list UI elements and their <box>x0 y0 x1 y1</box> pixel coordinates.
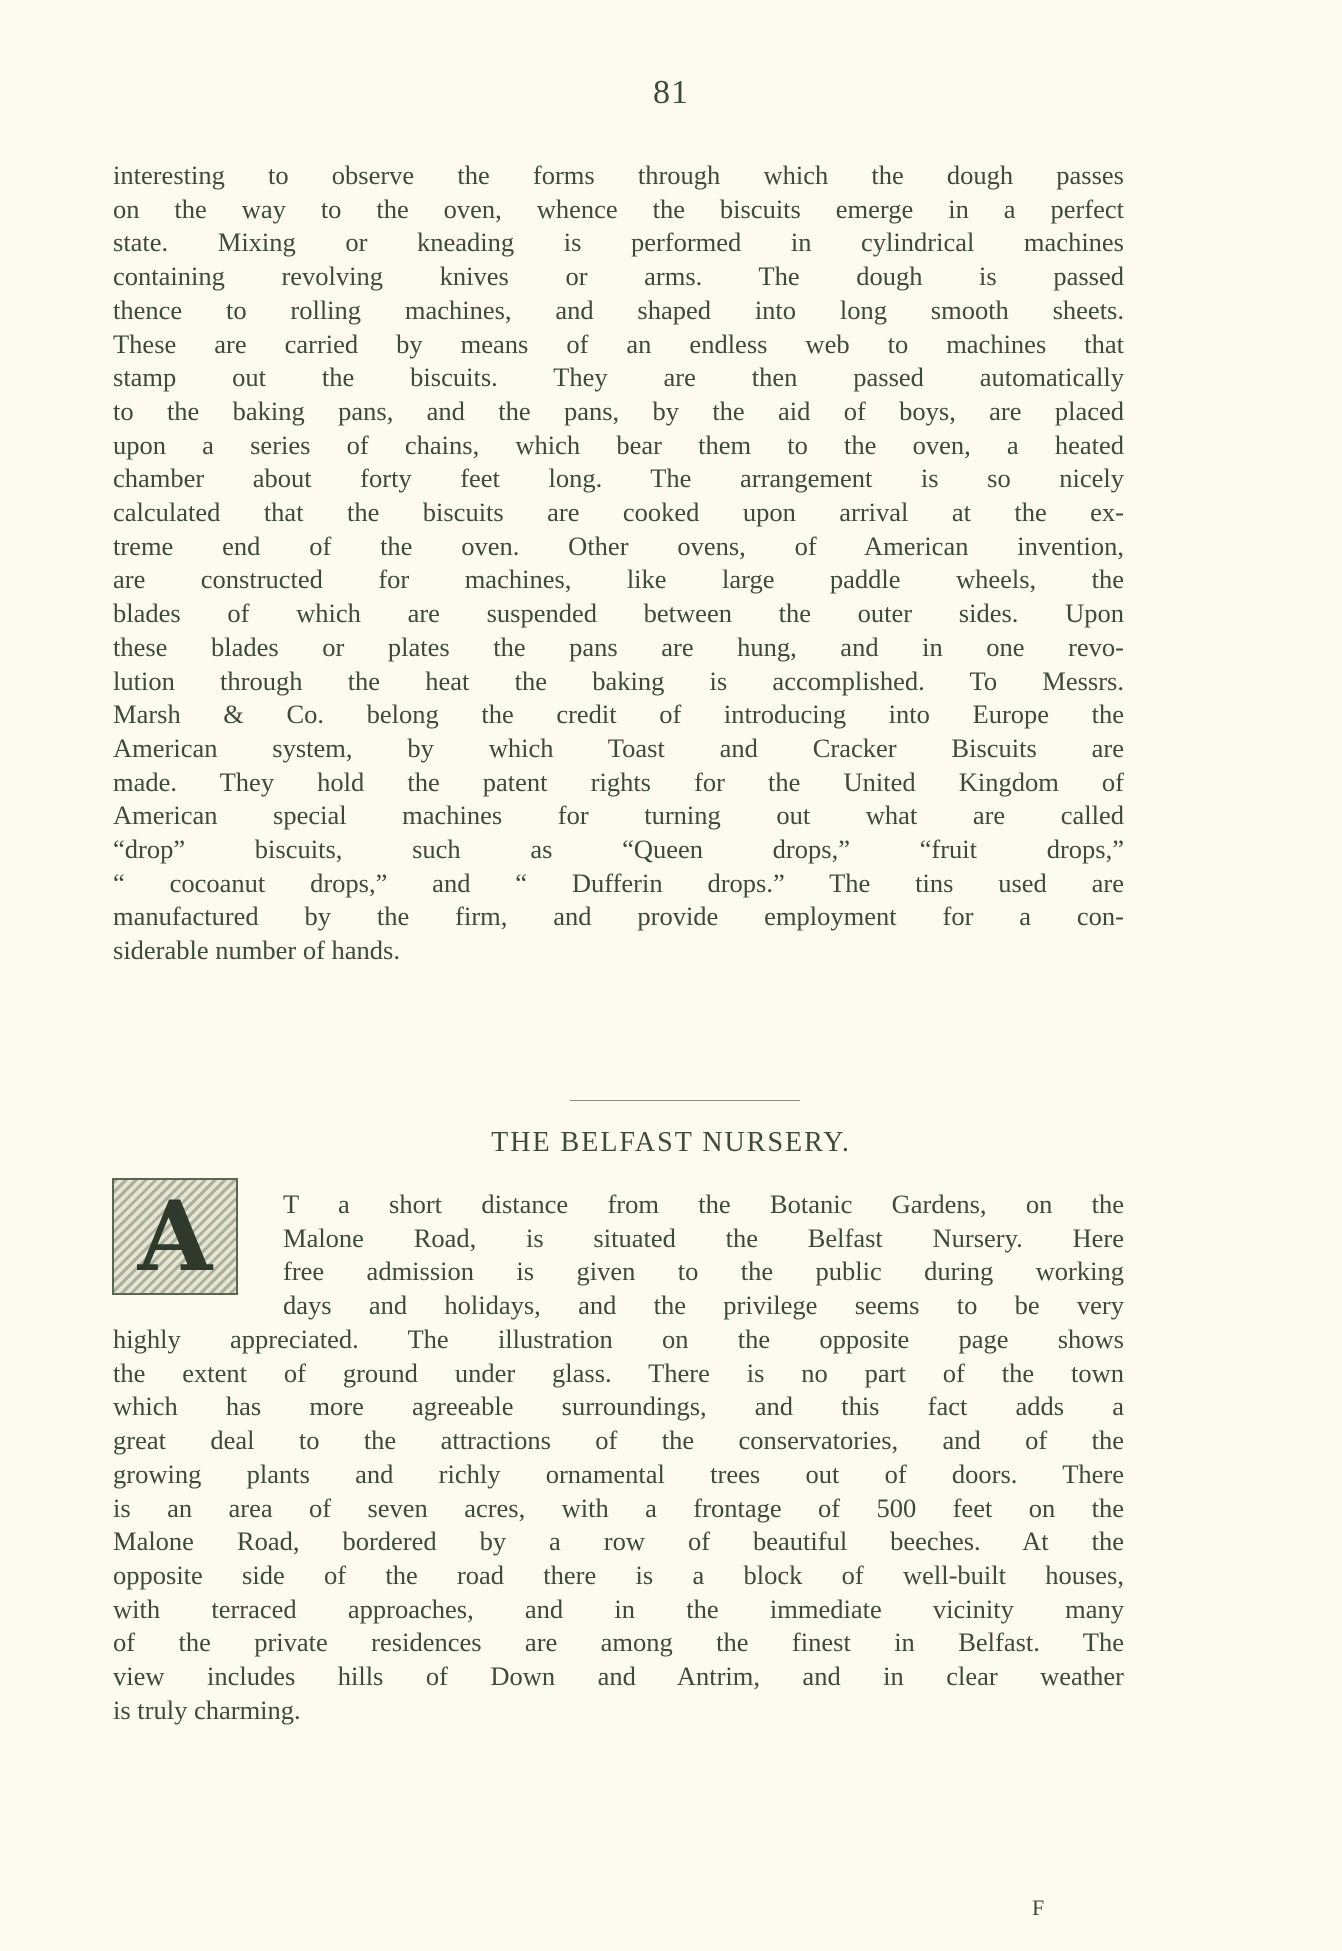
text-line: days and holidays, and the privilege seems to be very <box>283 1290 1124 1321</box>
text-line: Malone Road, is situated the Belfast Nursery. Here <box>283 1222 1124 1253</box>
text-line: blades of which are suspended between the outer sides. Upon <box>113 598 1124 629</box>
text-line: are constructed for machines, like large paddle wheels, the <box>113 564 1124 595</box>
text-line: made. They hold the patent rights for the United Kingdom of <box>113 766 1124 797</box>
section-divider <box>570 1100 800 1101</box>
text-line: interesting to observe the forms through which the dough passes <box>113 160 1124 190</box>
text-line: These are carried by means of an endless web to machines that <box>113 328 1124 359</box>
text-line: manufactured by the firm, and provide employment for a con- <box>113 901 1124 932</box>
text-line: to the baking pans, and the pans, by the aid of boys, are placed <box>113 395 1124 426</box>
text-line: growing plants and richly ornamental trees out of doors. There <box>113 1458 1124 1489</box>
text-line: calculated that the biscuits are cooked upon arrival at the ex- <box>113 497 1124 527</box>
section-heading: THE BELFAST NURSERY. <box>491 1127 851 1158</box>
text-line: upon a series of chains, which bear them to the oven, a heated <box>113 429 1124 460</box>
text-line: American special machines for turning out what are called <box>113 800 1124 831</box>
text-line: highly appreciated. The illustration on the opposite page shows <box>113 1324 1124 1354</box>
text-line: Malone Road, bordered by a row of beautiful beeches. At the <box>113 1526 1124 1557</box>
text-line: American system, by which Toast and Cracker Biscuits are <box>113 732 1124 763</box>
text-line: treme end of the oven. Other ovens, of American invention, <box>113 530 1124 561</box>
text-line: state. Mixing or kneading is performed in cylindrical machines <box>113 227 1124 258</box>
decorated-dropcap: A <box>112 1178 238 1295</box>
text-line: is truly charming. <box>113 1694 301 1725</box>
text-line: “drop” biscuits, such as “Queen drops,” “fruit drops,” <box>113 834 1124 864</box>
text-line: great deal to the attractions of the conservatories, and of the <box>113 1425 1124 1456</box>
text-line: thence to rolling machines, and shaped into long smooth sheets. <box>113 294 1124 325</box>
text-line: these blades or plates the pans are hung, and in one revo- <box>113 631 1124 662</box>
text-line: siderable number of hands. <box>113 935 400 966</box>
text-line: is an area of seven acres, with a frontage of 500 feet on the <box>113 1492 1124 1523</box>
text-line: stamp out the biscuits. They are then passed automatically <box>113 362 1124 393</box>
text-line: chamber about forty feet long. The arrangement is so nicely <box>113 463 1124 494</box>
text-line: “ cocoanut drops,” and “ Dufferin drops.” The tins used are <box>113 867 1124 898</box>
text-line: view includes hills of Down and Antrim, and in clear weather <box>113 1661 1124 1691</box>
text-line: of the private residences are among the finest in Belfast. The <box>113 1627 1124 1658</box>
text-line: on the way to the oven, whence the biscuits emerge in a perfect <box>113 193 1124 224</box>
text-line: the extent of ground under glass. There is no part of the town <box>113 1357 1124 1388</box>
text-line: containing revolving knives or arms. The dough is passed <box>113 261 1124 292</box>
text-line: T a short distance from the Botanic Gardens, on the <box>283 1189 1124 1219</box>
text-line: lution through the heat the baking is accomplished. To Messrs. <box>113 665 1124 696</box>
text-line: with terraced approaches, and in the immediate vicinity many <box>113 1593 1124 1624</box>
page-number: 81 <box>653 74 689 111</box>
text-line: free admission is given to the public during working <box>283 1256 1124 1287</box>
signature-mark: F <box>1032 1895 1045 1920</box>
text-line: Marsh & Co. belong the credit of introducing into Europe the <box>113 699 1124 730</box>
text-line: which has more agreeable surroundings, and this fact adds a <box>113 1391 1124 1422</box>
text-line: opposite side of the road there is a block of well-built houses, <box>113 1559 1124 1590</box>
